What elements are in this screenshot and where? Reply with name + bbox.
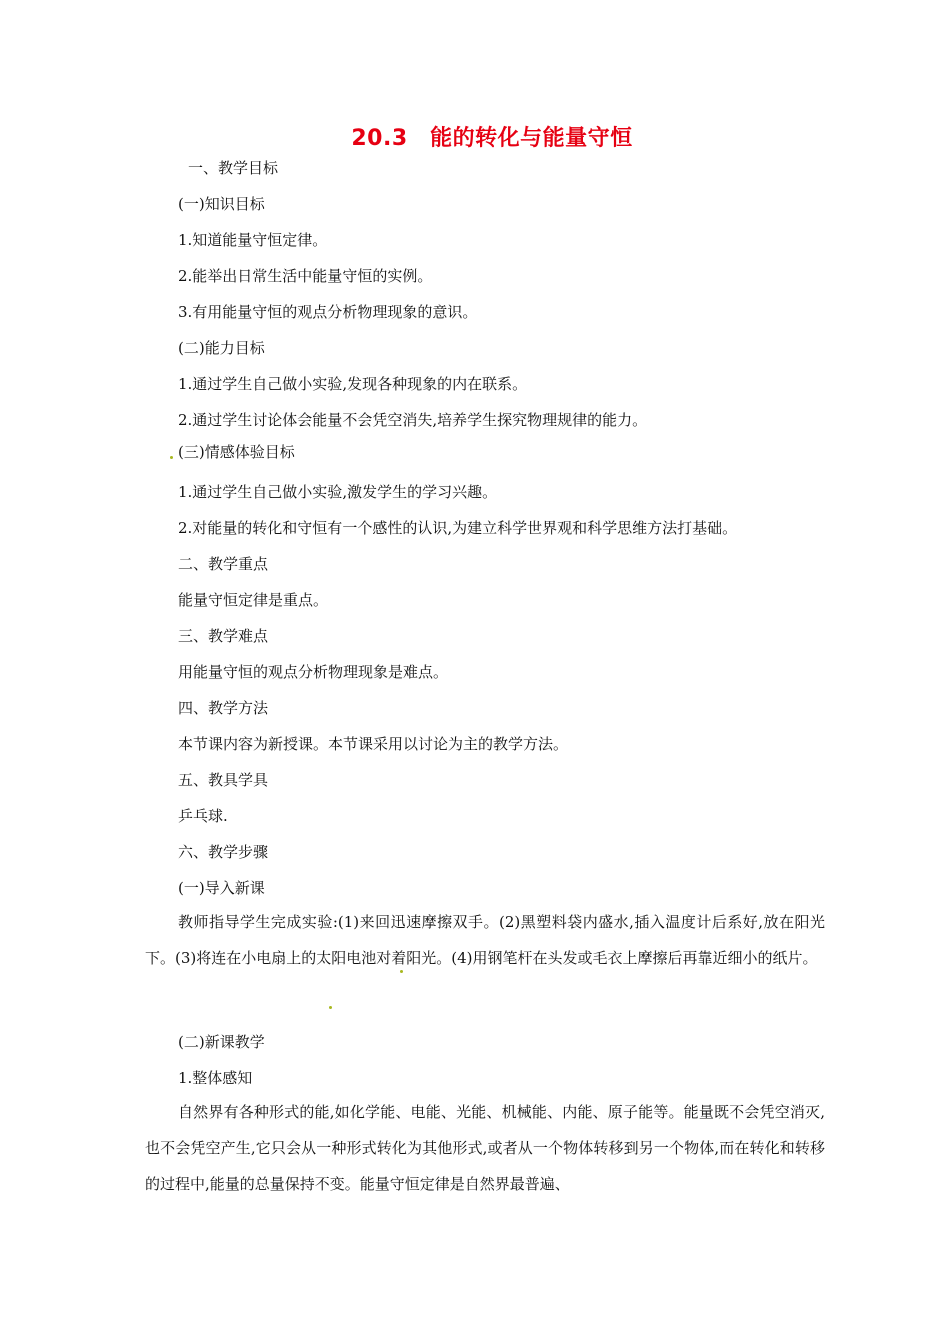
paragraph-energy-conservation: 自然界有各种形式的能,如化学能、电能、光能、机械能、内能、原子能等。能量既不会凭空消灭,也不会凭空产生,它只会从一种形式转化为其他形式,或者从一个物体转移到另一个物体,而在转化和转移的过程中,能量的总量保持不变。能量守恒定律是自然界最普遍、 [145, 1103, 825, 1193]
list-item: 2.对能量的转化和守恒有一个感性的认识,为建立科学世界观和科学思维方法打基础。 [178, 519, 738, 537]
list-item: 1.知道能量守恒定律。 [178, 231, 328, 249]
section-heading-difficulties: 三、教学难点 [178, 627, 269, 645]
stray-dot-mark [400, 970, 403, 973]
section-heading-steps: 六、教学步骤 [178, 843, 269, 861]
body-text: 乒乓球. [178, 807, 228, 825]
subheading-knowledge: (一)知识目标 [178, 195, 265, 213]
list-item: 1.通过学生自己做小实验,激发学生的学习兴趣。 [178, 483, 498, 501]
subheading-ability: (二)能力目标 [178, 339, 265, 357]
paragraph-experiments: 教师指导学生完成实验:(1)来回迅速摩擦双手。(2)黑塑料袋内盛水,插入温度计后系好,放在阳光下。(3)将连在小电扇上的太阳电池对着阳光。(4)用钢笔杆在头发或毛衣上摩擦后再靠近细小的纸片。 [145, 913, 825, 967]
subheading-new-lesson: (二)新课教学 [178, 1033, 265, 1051]
stray-dot-mark [329, 1006, 332, 1009]
section-heading-objectives: 一、教学目标 [188, 159, 279, 177]
list-item: 1.通过学生自己做小实验,发现各种现象的内在联系。 [178, 375, 528, 393]
section-heading-key-points: 二、教学重点 [178, 555, 269, 573]
section-heading-tools: 五、教具学具 [178, 771, 269, 789]
section-heading-methods: 四、教学方法 [178, 699, 269, 717]
list-item: 3.有用能量守恒的观点分析物理现象的意识。 [178, 303, 478, 321]
subheading-overview: 1.整体感知 [178, 1069, 253, 1087]
list-item: 2.能举出日常生活中能量守恒的实例。 [178, 267, 433, 285]
body-text: 能量守恒定律是重点。 [178, 591, 329, 609]
subheading-emotion: (三)情感体验目标 [178, 443, 295, 461]
body-text: 用能量守恒的观点分析物理现象是难点。 [178, 663, 449, 681]
body-text: 本节课内容为新授课。本节课采用以讨论为主的教学方法。 [178, 735, 569, 753]
stray-dot-mark [170, 456, 173, 459]
subheading-intro: (一)导入新课 [178, 879, 265, 897]
page-title: 20.3 能的转化与能量守恒 [351, 126, 633, 151]
list-item: 2.通过学生讨论体会能量不会凭空消失,培养学生探究物理规律的能力。 [178, 411, 648, 429]
